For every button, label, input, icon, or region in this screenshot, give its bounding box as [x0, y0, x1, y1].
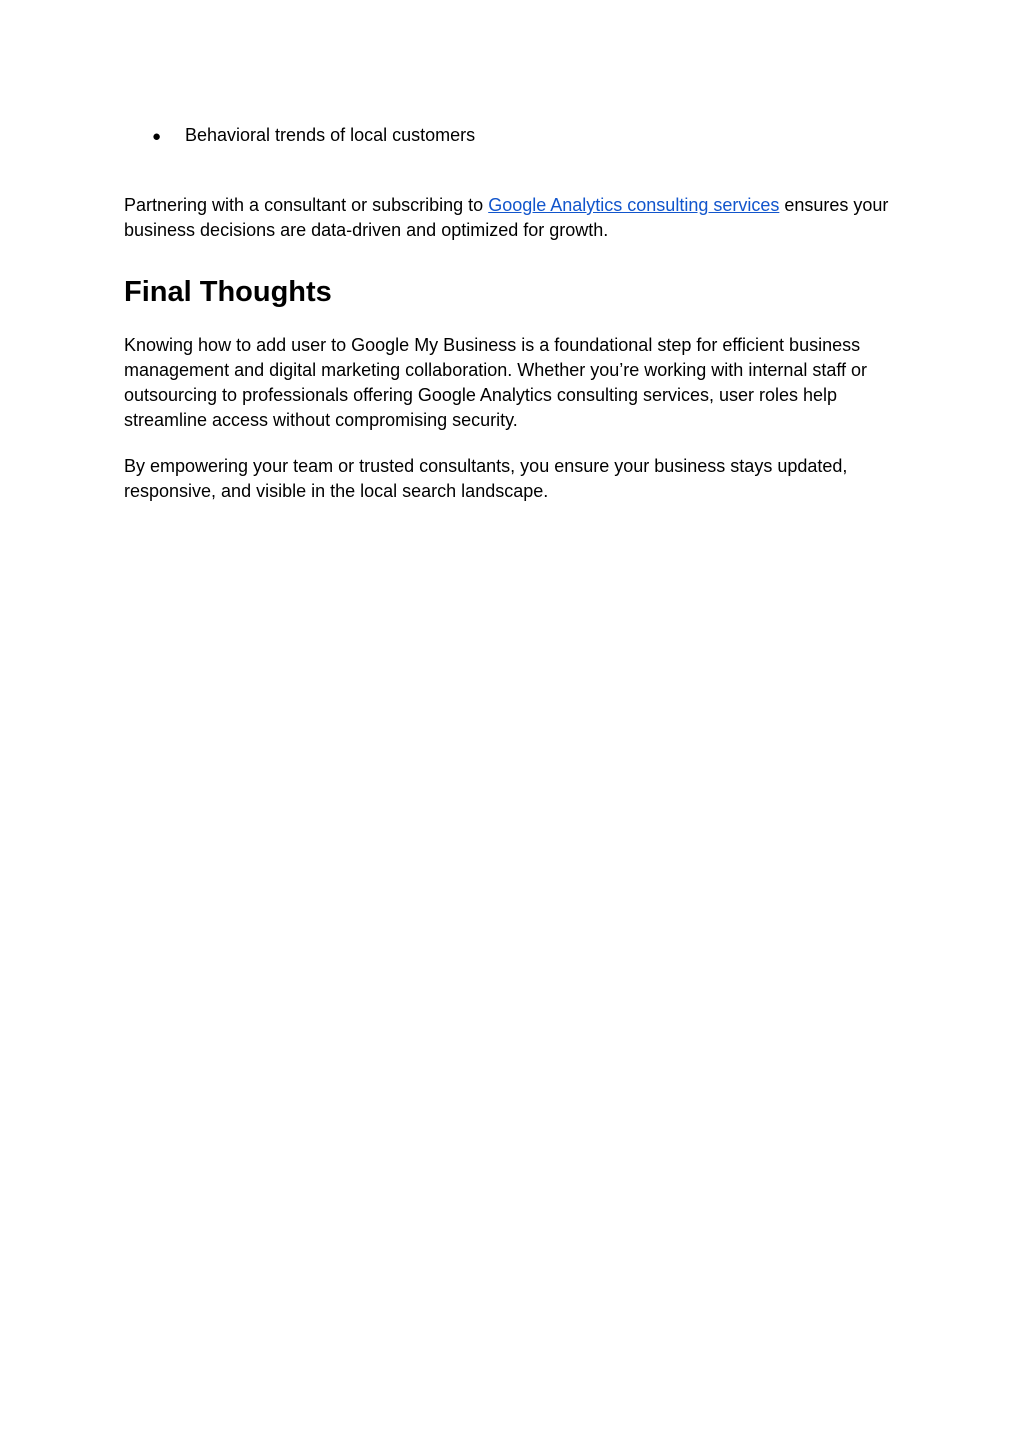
- paragraph-knowing: Knowing how to add user to Google My Business is a foundational step for efficient business management and digital marketing collaboration. Whether you’re working with internal staff or outsourcing to professionals offering Google Analytics consulting services, user roles help streamline access without compromising security.: [124, 335, 868, 430]
- list-item-text: Behavioral trends of local customers: [185, 125, 476, 145]
- paragraph-empowering: By empowering your team or trusted consultants, you ensure your business stays updated, responsive, and visible in the local search landscape.: [124, 456, 848, 501]
- analytics-consulting-link[interactable]: Google Analytics consulting services: [488, 195, 780, 215]
- paragraph-text-before-link: Partnering with a consultant or subscribing to: [124, 195, 489, 215]
- list-item: [152, 123, 475, 149]
- bullet-dot-icon: ●: [152, 128, 162, 145]
- bullet-list: [152, 123, 475, 149]
- paragraph-consultant: [124, 193, 904, 243]
- paragraph-text-after-link: ensures your business decisions are data-driven and optimized for growth.: [124, 195, 889, 240]
- section-heading: Final Thoughts: [124, 276, 332, 308]
